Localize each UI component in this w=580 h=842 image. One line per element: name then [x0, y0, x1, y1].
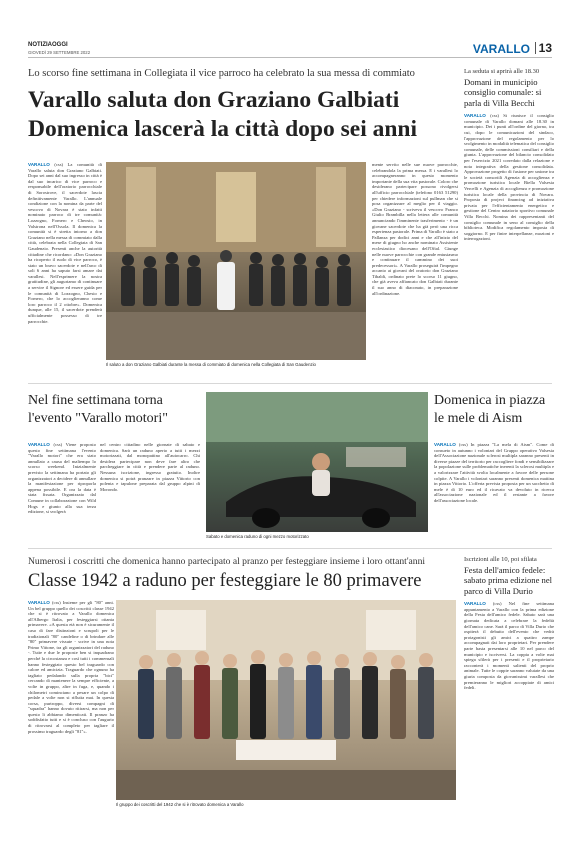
classe-photo	[116, 600, 456, 800]
aism-body: VARALLO (css) In piazza "La mela di Aism". Come di consueto in autunno i volontari del Gruppo operativo Valsesia dell'Associazione nazionale sclerosi multipla saranno presenti in diverse piazze del territorio per raccogliere fondi e sensibilizzare la popolazione sulle problematiche inerenti la sclerosi multipla e a valorizzare l'attività svolta localmente a favore delle persone colpite. A Varallo i volontari saranno presenti domenica mattina in piazza Vittorio. L'offerta prevista proposta per un sacchetto di mele è di 10 euro ed il ricavato va devoluto in ricerca all'associazione nazionale ed il restante a favore dell'associazione locale.	[434, 442, 554, 503]
page-divider	[535, 42, 536, 54]
motors-headline: Nel fine settimana torna l'evento "Varallo motori"	[28, 393, 168, 426]
lead-photo	[106, 162, 366, 360]
council-sidebar	[464, 68, 554, 378]
group-photo-illustration	[116, 600, 456, 800]
classe-kicker: Numerosi i coscritti che domenica hanno partecipato al pranzo per festeggiare insieme i loro ottant'anni	[28, 556, 426, 567]
council-body: VARALLO (css) Si riunisce il consiglio comunale di Varallo domani alle 18.30 in municipio. Dei i punti all'ordine del giorno, tra cui, dopo le comunicazioni del sindaco, l'approvazione del regolamento per lo svolgimento in modalità telematica del consiglio comunale, delle commissioni consiliari e della giunta. L'approvazione del bilancio consolidato per l'esercizio 2021 corredato dalla relazione e nota integrativa della gestione consolidata. Approvazione progetto di fusione per unione tra le società consortili Agenzia di accoglienza e promozione turistica locale Biella Valsesia Vercelli e Agenzia di accoglienza e promozione turistica locale della provincia di Novara. Proposta di project financing ad iniziativa privata per l'efficientamento energetico e gestione del Centro natatorio sportivo comunale Villa Becchi. Nomina dei rappresentanti del consiglio comunale in seno al consiglio della biblioteca. Modifica regolamento imposta di soggiorno. E per finire interpellanze, mozioni e interrogazioni.	[464, 113, 554, 242]
classe-byline: VARALLO	[28, 600, 50, 605]
issue-date: GIOVEDÌ 29 SETTEMBRE 2022	[28, 50, 91, 55]
classe-body: VARALLO (css) Insieme per gli "80" anni. Un bel gruppo quello dei coscritti classe 1942 che si è ritrovato a Varallo domenica all'Albergo Italia, per festeggiarsi ottanta primavere. «A questa età non è sicuramente il caso di fare distinzioni e scrupoli per le tradizionali "80" candeline o di brindare alle "80" primavere vissute - scrive in una nota Primo Vittone, tra gli organizzatori del raduno -. Tutte e due le proposte ben si inquadrano perché la circostanza e così tutti i commensali hanno festeggiato questo bel traguardo con calore ed amicizia. Traguardo che ognuno ha tagliato pedalando sulla propria "bici" cercando di mantenere la sempre efficiente, a volte in gruppo, altre in fuga, e, quando i chilometri cominciano a pesare un colpo di pedale a volte non si riflutta mai. In questa corsa, purtroppo, diversi compagni di "squadra" hanno dovuto ritirarsi, ma non per questo li abbiamo dimenticati. Il pranzo ha soddisfatto tutti e si è concluso con l'augurio di ritrovarsi al completo per tagliare il prossimo traguardo degli "81"».	[28, 600, 114, 734]
lead-byline: VARALLO	[28, 162, 50, 167]
festa-headline: Festa dell'amico fedele: sabato prima edizione nel parco di Villa Durio	[464, 565, 553, 596]
classe-caption: Il gruppo dei coscritti del 1942 che si è ritrovato domenica a Varallo	[116, 802, 456, 807]
motors-body-col2: nel centro cittadino nelle giornate di sabato e domenica. Sarà un raduno aperto a tutti i mezzi motorizzati, dal monopattino all'autocarro. Chi desidera partecipare non deve fare altro che parcheggiare in città e prendere parte al raduno. Nessuna iscrizione, ingresso gratuito. Inoltre domenica si potrà pranzare in piazza Vittorio con polenta e tapulone preparata dal gruppo alpini di Morondo.	[100, 442, 200, 492]
lead-headline	[28, 86, 468, 144]
lead-body-col1: VARALLO (css) La comunità di Varallo saluta don Graziano Galbiati. Dopo sei anni dal suo ingresso in città è dal suo incarico di vice parroco e responsabile dell'oratorio parrocchiale di Sorostrove, il sacerdote lascia definitivamente Varallo. L'annuale condizione con la nomina da parte del vescovo di Novara è stato infatti nominato parroco di tre comunità: Lozzogno, Fornero e Cheosio, in Valstrona nell'Ossola. Il domenica la comunità si è stretta intorno a don Graziano nella messa di commiato dalla città, celebrata nella Collegiata di San Gaudenzio. Presenti anche la autorità cittadine che ricordano: «Don Graziano ha ricoperto il ruolo di vice parroco, è stato un bravo sacerdote e nell'arco di soli 6 anni ha saputo farsi amare dai varallesi. Nell'esprimere la nostra gratitudine, gli auguriamo di continuare a servire il Signore ed essere guida per le comunità di Lozzogno, Chesio e Fornero, che lo accoglieranno come loro parroco il 2 ottobre». Domenica dunque, alle 15, il sacerdote prenderà ufficialmente possesso di tre parrocchie.	[28, 162, 102, 324]
council-byline: VARALLO	[464, 113, 486, 119]
motors-photo	[206, 392, 428, 532]
aism-byline: VARALLO	[434, 442, 456, 447]
festa-body: VARALLO (css) Nel fine settimana appuntamento a Varallo con la prima edizione della Festa dell'amico fedele. Sabato sarà una giornata dedicata a celebrare la fedeltà dell'amico cane. Sarà il parco di Villa Durio che ospiterà il debutto dell'evento che vedrà protagonisti gli amici a quattro zampe accompagnati dai loro proprietari. Per prendere parte basta presentarsi alle 10 nel parco del municipio e iscriversi. La coppia a volte mai spiega sfilerà per i presenti e il proprietario racconterà i momenti salienti del proprio animale. Tutte le coppie saranno valutate da una giuria composta da giovanissimi varallesi che premieranno le migliori accoppiate di amici fedeli.	[464, 601, 554, 691]
festa-kicker: Iscrizioni alle 10, poi sfilata	[464, 556, 537, 563]
aism-headline: Domenica in piazza le mele di Aism	[434, 393, 546, 426]
motor-event-illustration	[206, 392, 428, 532]
lead-headline-line1: Varallo saluta don Graziano Galbiati	[28, 87, 400, 113]
council-headline: Domani in municipio consiglio comunale: si parla di Villa Becchi	[464, 77, 542, 108]
lead-text-1: La comunità di Varallo saluta don Graziano Galbiati. Dopo sei anni dal suo ingresso in città è dal suo incarico di vice parroco e responsabile dell'oratorio parrocchiale di Sorostrove, il sacerdote lascia definitivamente Varallo. L'annuale condizione con la nomina da parte del vescovo di Novara è stato infatti nominato parroco di tre comunità: Lozzogno, Fornero e Cheosio, in Valstrona nell'Ossola. Il domenica la comunità si è stretta intorno a don Graziano nella messa di commiato dalla città, celebrata nella Collegiata di San Gaudenzio. Presenti anche la autorità cittadine che ricordano: «Don Graziano ha ricoperto il ruolo di vice parroco, è stato un bravo sacerdote e nell'arco di soli 6 anni ha saputo farsi amare dai varallesi. Nell'esprimere la nostra gratitudine, gli auguriamo di continuare a servire il Signore ed essere guida per le comunità di Lozzogno, Chesio e Fornero, che lo accoglieranno come loro parroco il 2 ottobre». Domenica dunque, alle 15, il sacerdote prenderà ufficialmente possesso di tre parrocchie.	[28, 162, 102, 324]
council-kicker: La seduta si aprirà alle 18.30	[464, 68, 540, 75]
festa-sidebar	[464, 556, 554, 816]
motors-byline: VARALLO	[28, 442, 50, 447]
church-group-illustration	[106, 162, 366, 360]
lead-kicker: Lo scorso fine settimana in Collegiata il vice parroco ha celebrato la sua messa di commiato	[28, 68, 415, 79]
lead-body-col2: mente servito nelle sue nuove parrocchie, celebrandola la prima messa. E i varallesi lo accompagneranno in questo momento importante della sua vita pastorale. Coloro che desiderano partecipare possono rivolgersi all'ufficio parrocchiale (telefono 0163 51290) per chiedere informazioni sul pullman che si posa organizzare al meglio per il viaggio. «Don Graziano - scriveva il vescovo Franco Giulio Brambilla nella lettera alle comunità annunciando l'imminente trasferimento - è un giovane sacerdote che ha già però una ricca esperienza pastorale. Prima di Varallo è stato a Pallanza per dodici anni e che all'inizio del mese di giugno ho anche nominato Assistente ecclesiastico diocesano dell'Oftal. Giunge nelle nuove parrocchie con grande entusiasmo e continuare il cammino dei suoi predecessori». A Varallo proseguirà l'impegno accanto ai giovani del oratorio don Graziano Tibaldi, ordinato prete lo scorso 11 giugno, che già aveva affiancato don Galbiati durante il suo anno di diaconato, in preparazione all'ordinazione.	[372, 162, 458, 296]
masthead	[28, 40, 552, 58]
lead-caption: Il saluto a don Graziano Galbiati durante la messa di commiato di domenica nella Collegiata di San Gaudenzio	[106, 362, 368, 367]
motors-caption: Sabato e domenica raduno di ogni mezzo motorizzato	[206, 534, 428, 539]
motors-body-col1: VARALLO (css) Viene proposto questo fine settimana l'evento "Varallo motori" che era stato annullato a causa del maltempo lo scorso weekend. Inizialmente previsto la settimana ha portato gli organizzatori a decidere di annullare la manifestazione per riproporla appena possibile. E ora la data è stata fissata. Organizzato dal Comune in collaborazione con Wild Hogs e giunto alla sua terza edizione, si svolgerà	[28, 442, 96, 515]
festa-byline: VARALLO	[464, 601, 486, 607]
divider-1	[28, 383, 552, 384]
lead-headline-line2: Domenica lascerà la città dopo sei anni	[28, 116, 418, 142]
paper-name: NOTIZIAOGGI	[28, 42, 68, 48]
section-label: VARALLO	[472, 42, 530, 56]
divider-2	[28, 548, 552, 549]
classe-headline: Classe 1942 a raduno per festeggiare le 80 primavere	[28, 571, 422, 591]
page-number: 13	[538, 41, 552, 55]
